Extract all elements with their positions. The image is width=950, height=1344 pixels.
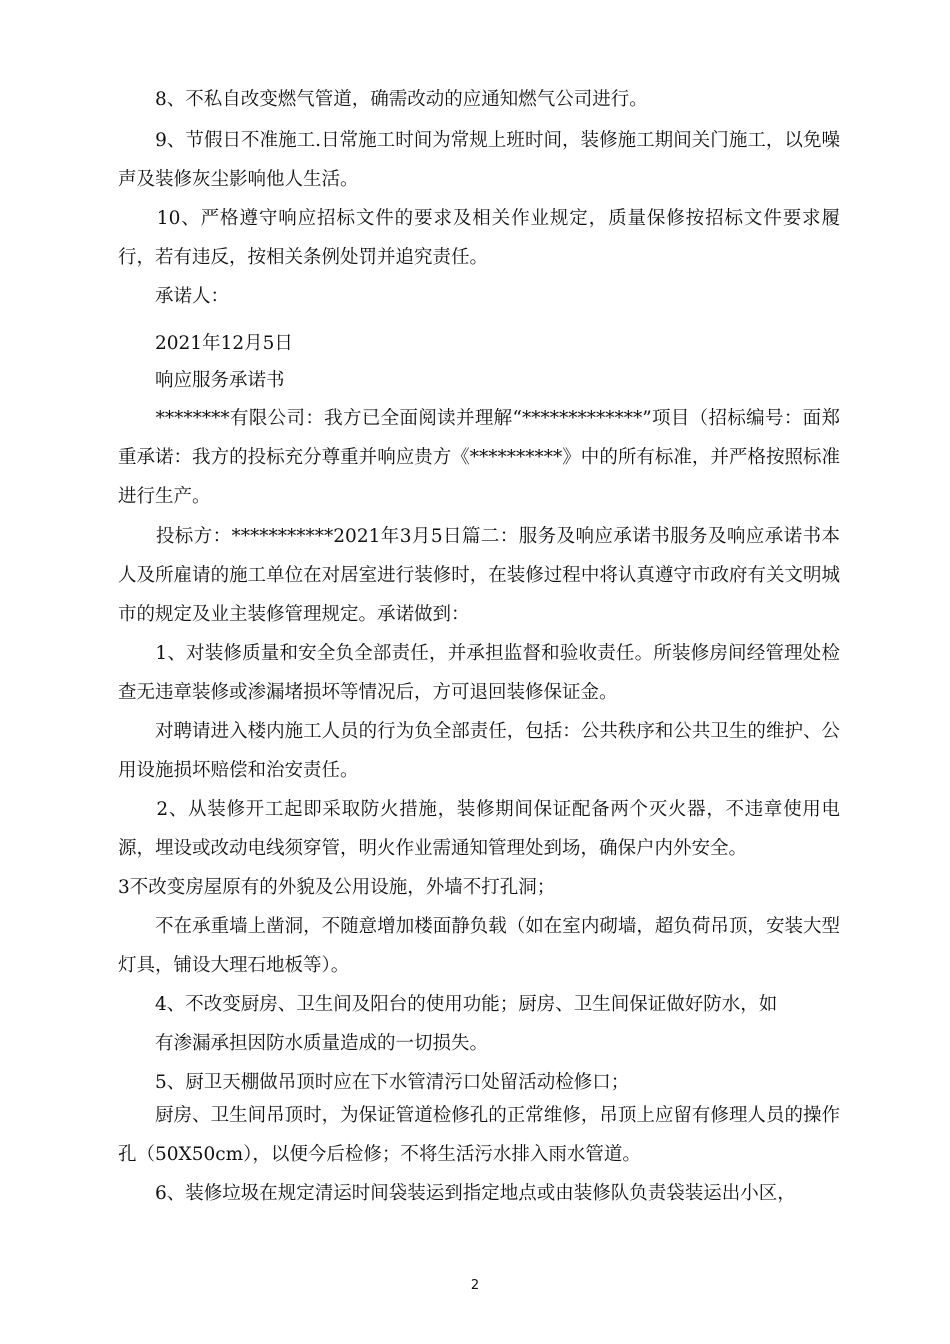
paragraph-6: 6、装修垃圾在规定清运时间袋装运到指定地点或由装修队负责袋装运出小区，	[118, 1183, 796, 1204]
promiser-label: 承诺人：	[118, 286, 230, 307]
paragraph-9: 9、节假日不准施工.日常施工时间为常规上班时间，装修施工期间关门施工，以免噪声及装修灰尘影响他人生活。	[118, 130, 840, 190]
commitment-paragraph: ********有限公司：我方已全面阅读并理解“*************”项目（招标编号：面郑重承诺：我方的投标充分尊重并响应贵方《**********》中的所有标准，并严格按照标准进行生产。	[118, 408, 840, 507]
paragraph-8: 8、不私自改变燃气管道，确需改动的应通知燃气公司进行。	[118, 89, 648, 110]
page-number: 2	[470, 1278, 480, 1293]
bidder-paragraph: 投标方：***********2021年3月5日篇二：服务及响应承诺书服务及响应承诺书本人及所雇请的施工单位在对居室进行装修时，在装修过程中将认真遵守市政府有关文明城市的规定及业主装修管理规定。承诺做到：	[118, 526, 840, 625]
paragraph-4: 4、不改变厨房、卫生间及阳台的使用功能；厨房、卫生间保证做好防水，如	[118, 994, 778, 1015]
paragraph-responsibility: 对聘请进入楼内施工人员的行为负全部责任，包括：公共秩序和公共卫生的维护、公用设施损坏赔偿和治安责任。	[118, 721, 840, 781]
paragraph-ceiling: 厨房、卫生间吊顶时，为保证管道检修孔的正常维修，吊顶上应留有修理人员的操作孔（50X50cm），以便今后检修；不将生活污水排入雨水管道。	[118, 1105, 840, 1165]
date-line: 2021年12月5日	[118, 333, 293, 354]
paragraph-4-cont: 有渗漏承担因防水质量造成的一切损失。	[118, 1033, 489, 1054]
paragraph-3: 3不改变房屋原有的外貌及公用设施，外墙不打孔洞；	[118, 877, 556, 898]
paragraph-10: 10、严格遵守响应招标文件的要求及相关作业规定，质量保修按招标文件要求履行，若有违反，按相关条例处罚并追究责任。	[118, 208, 840, 268]
paragraph-1: 1、对装修质量和安全负全部责任，并承担监督和验收责任。所装修房间经管理处检查无违章装修或渗漏堵损坏等情况后，方可退回装修保证金。	[118, 643, 840, 703]
paragraph-2: 2、从装修开工起即采取防火措施，装修期间保证配备两个灭火器，不违章使用电源，埋设或改动电线须穿管，明火作业需通知管理处到场，确保户内外安全。	[118, 799, 840, 859]
paragraph-load: 不在承重墙上凿洞，不随意增加楼面静负载（如在室内砌墙，超负荷吊顶，安装大型灯具，铺设大理石地板等）。	[118, 916, 840, 976]
section-title: 响应服务承诺书	[118, 370, 285, 391]
paragraph-5: 5、厨卫天棚做吊顶时应在下水管清污口处留活动检修口；	[118, 1072, 630, 1093]
